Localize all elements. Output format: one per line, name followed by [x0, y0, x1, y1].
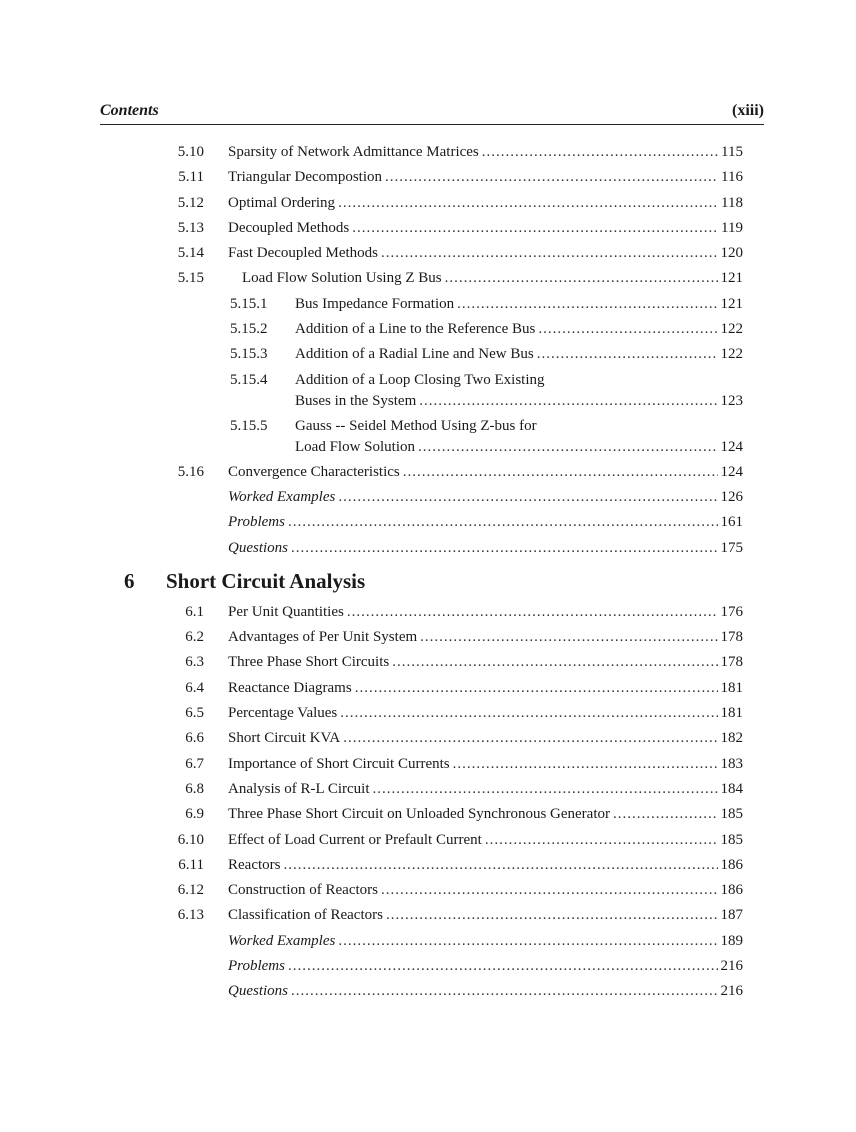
section-title: Load Flow Solution Using Z Bus: [242, 270, 442, 287]
page-number: 115: [721, 144, 743, 160]
toc-entry: [0, 266, 856, 291]
section-title: Per Unit Quantities: [228, 603, 344, 620]
toc-entry: [0, 878, 856, 903]
dot-leader: [538, 317, 717, 342]
toc-line: [228, 191, 743, 216]
page-number: 124: [720, 463, 743, 480]
page-number: 181: [720, 705, 743, 722]
toc-line: [228, 165, 743, 190]
toc-line: [295, 342, 743, 367]
toc-line: [228, 650, 743, 675]
toc-line: [228, 903, 743, 928]
dot-leader: [291, 979, 718, 1004]
dot-leader: [453, 752, 718, 777]
chapter-heading: [0, 565, 856, 600]
page-number: 175: [720, 539, 743, 556]
section-title: Addition of a Line to the Reference Bus: [295, 321, 536, 338]
dot-leader: [419, 389, 717, 414]
dot-leader: [340, 701, 717, 726]
section-number: 6.7: [185, 755, 204, 772]
toc-line: [228, 600, 743, 625]
section-number: 6.8: [185, 780, 204, 797]
dot-leader: [457, 292, 717, 317]
toc-entry: [0, 241, 856, 266]
section-title: Optimal Ordering: [228, 194, 336, 211]
section-number: 5.11: [178, 169, 204, 186]
toc-entry: [0, 903, 856, 928]
header-page-number: (xiii): [732, 102, 764, 119]
toc-entry: [0, 929, 856, 954]
section-title-line2: Buses in the System: [295, 392, 417, 409]
toc-entry-multiline: [0, 368, 856, 414]
section-number: 6.9: [185, 806, 204, 823]
dot-leader: [291, 536, 718, 561]
toc-line: [228, 510, 743, 535]
section-number: 6.11: [178, 856, 204, 873]
page-number: 186: [720, 882, 743, 899]
toc-line: [228, 929, 743, 954]
dot-leader: [386, 903, 718, 928]
section-number: 5.15.2: [230, 321, 268, 338]
dot-leader: [392, 650, 717, 675]
dot-leader: [288, 954, 718, 979]
toc-entry: [0, 979, 856, 1004]
toc-entry: [0, 752, 856, 777]
section-title: Fast Decoupled Methods: [228, 245, 378, 262]
toc-line: [228, 878, 743, 903]
section-title-line1: Addition of a Loop Closing Two Existing: [295, 371, 545, 388]
table-of-contents: [0, 140, 856, 1005]
page-number: 185: [720, 831, 743, 848]
section-number: 6.2: [185, 629, 204, 646]
section-title: Worked Examples: [228, 932, 336, 949]
toc-entry: [0, 600, 856, 625]
section-title: Effect of Load Current or Prefault Current: [228, 831, 482, 848]
page-number: 187: [720, 907, 743, 924]
dot-leader: [381, 241, 718, 266]
section-title-line2: Load Flow Solution: [295, 438, 416, 455]
toc-line: [228, 752, 743, 777]
toc-line: [228, 485, 743, 510]
chapter-title: Short Circuit Analysis: [166, 568, 366, 593]
toc-line: [228, 460, 743, 485]
toc-line: [228, 701, 743, 726]
section-number: 5.15.5: [230, 417, 268, 434]
toc-line: [228, 216, 743, 241]
toc-entry: [0, 292, 856, 317]
toc-entry: [0, 954, 856, 979]
section-number: 6.5: [185, 705, 204, 722]
toc-entry: [0, 625, 856, 650]
section-title: Decoupled Methods: [228, 219, 350, 236]
section-number: 6.1: [185, 603, 204, 620]
dot-leader: [418, 435, 717, 460]
toc-line: [228, 954, 743, 979]
dot-leader: [403, 460, 718, 485]
toc-entry: [0, 317, 856, 342]
toc-line: [228, 828, 743, 853]
dot-leader: [373, 777, 718, 802]
dot-leader: [283, 853, 717, 878]
page-number: 119: [721, 219, 743, 236]
section-number: 5.15.3: [230, 346, 268, 363]
section-title: Importance of Short Circuit Currents: [228, 755, 450, 772]
page-number: 185: [720, 806, 743, 823]
dot-leader: [355, 676, 718, 701]
dot-leader: [420, 625, 717, 650]
header-rule: [100, 124, 764, 125]
page-number: 121: [720, 295, 743, 312]
section-title: Sparsity of Network Admittance Matrices: [228, 144, 479, 160]
section-title: Reactance Diagrams: [228, 679, 352, 696]
section-number: 5.13: [177, 219, 204, 236]
section-title: Triangular Decompostion: [228, 169, 383, 186]
section-title: Analysis of R-L Circuit: [228, 780, 370, 797]
toc-entry: [0, 216, 856, 241]
dot-leader: [537, 342, 718, 367]
section-title: Addition of a Radial Line and New Bus: [295, 346, 534, 363]
toc-entry: [0, 701, 856, 726]
toc-line: [228, 979, 743, 1004]
running-header: [100, 102, 764, 124]
toc-entry: [0, 828, 856, 853]
section-number: 6.10: [177, 831, 204, 848]
dot-leader: [385, 165, 718, 190]
section-number: 6.3: [185, 654, 204, 671]
page-number: 184: [720, 780, 743, 797]
page-number: 182: [720, 730, 743, 747]
dot-leader: [352, 216, 718, 241]
toc-entry: [0, 726, 856, 751]
section-title: Three Phase Short Circuit on Unloaded Synchronous Generator: [228, 806, 610, 823]
page-number: 118: [721, 194, 743, 211]
page-number: 176: [720, 603, 743, 620]
toc-entry: [0, 676, 856, 701]
section-number: 6.4: [185, 679, 204, 696]
dot-leader: [445, 266, 718, 291]
section-number: 5.10: [177, 144, 204, 160]
section-title: Questions: [228, 539, 288, 556]
section-title: Reactors: [228, 856, 281, 873]
toc-line: [295, 292, 743, 317]
dot-leader: [338, 485, 717, 510]
section-title: Questions: [228, 983, 288, 1000]
toc-entry: [0, 342, 856, 367]
section-number: 5.12: [177, 194, 204, 211]
toc-line: [295, 435, 743, 460]
section-number: 5.14: [177, 245, 204, 262]
section-title-line1: Gauss -- Seidel Method Using Z-bus for: [295, 417, 537, 434]
page-number: 116: [721, 169, 743, 186]
page-number: 189: [720, 932, 743, 949]
page-number: 122: [720, 321, 743, 338]
dot-leader: [381, 878, 718, 903]
section-number: 5.15.1: [230, 295, 268, 312]
section-title: Percentage Values: [228, 705, 338, 722]
page-number: 123: [720, 392, 743, 409]
section-title: Bus Impedance Formation: [295, 295, 455, 312]
dot-leader: [613, 802, 718, 827]
page-number: 161: [720, 514, 743, 531]
toc-line: [228, 802, 743, 827]
header-contents-label: Contents: [100, 102, 159, 119]
section-number: 5.15.4: [230, 371, 268, 388]
page-number: 181: [720, 679, 743, 696]
page-number: 124: [720, 438, 743, 455]
toc-entry: [0, 777, 856, 802]
toc-line: [228, 777, 743, 802]
page-number: 178: [720, 654, 743, 671]
toc-entry: [0, 485, 856, 510]
toc-line: [228, 241, 743, 266]
page-number: 126: [720, 488, 743, 505]
dot-leader: [338, 929, 717, 954]
section-title: Problems: [228, 958, 285, 975]
toc-line: [295, 389, 743, 414]
dot-leader: [343, 726, 717, 751]
toc-entry: [0, 460, 856, 485]
toc-entry: [0, 140, 856, 165]
dot-leader: [288, 510, 718, 535]
toc-line: [228, 536, 743, 561]
section-title: Construction of Reactors: [228, 882, 378, 899]
page-number: 121: [720, 270, 743, 287]
toc-line: [228, 853, 743, 878]
chapter-number: 6: [124, 568, 135, 593]
toc-line: [228, 676, 743, 701]
section-title: Problems: [228, 514, 285, 531]
section-title: Advantages of Per Unit System: [228, 629, 418, 646]
section-title: Short Circuit KVA: [228, 730, 341, 747]
section-number: 6.12: [177, 882, 204, 899]
page-number: 186: [720, 856, 743, 873]
toc-line: [228, 726, 743, 751]
toc-entry-multiline: [0, 414, 856, 460]
toc-entry: [0, 536, 856, 561]
toc-line: [228, 625, 743, 650]
section-number: 6.13: [177, 907, 204, 924]
toc-entry: [0, 650, 856, 675]
page-number: 183: [720, 755, 743, 772]
section-title: Classification of Reactors: [228, 907, 383, 924]
toc-entry: [0, 165, 856, 190]
dot-leader: [485, 828, 718, 853]
toc-line: [228, 140, 743, 165]
section-number: 5.15: [177, 270, 204, 287]
page-number: 216: [720, 958, 743, 975]
toc-entry: [0, 510, 856, 535]
dot-leader: [347, 600, 718, 625]
section-title: Worked Examples: [228, 488, 336, 505]
toc-line: [228, 266, 743, 291]
section-title: Three Phase Short Circuits: [228, 654, 390, 671]
section-title: Convergence Characteristics: [228, 463, 400, 480]
page-number: 122: [720, 346, 743, 363]
page-number: 216: [720, 983, 743, 1000]
section-number: 6.6: [185, 730, 204, 747]
toc-entry: [0, 853, 856, 878]
toc-line: [295, 317, 743, 342]
toc-entry: [0, 191, 856, 216]
toc-entry: [0, 802, 856, 827]
page-number: 178: [720, 629, 743, 646]
section-number: 5.16: [177, 463, 204, 480]
dot-leader: [338, 191, 718, 216]
dot-leader: [482, 140, 718, 165]
page-number: 120: [720, 245, 743, 262]
